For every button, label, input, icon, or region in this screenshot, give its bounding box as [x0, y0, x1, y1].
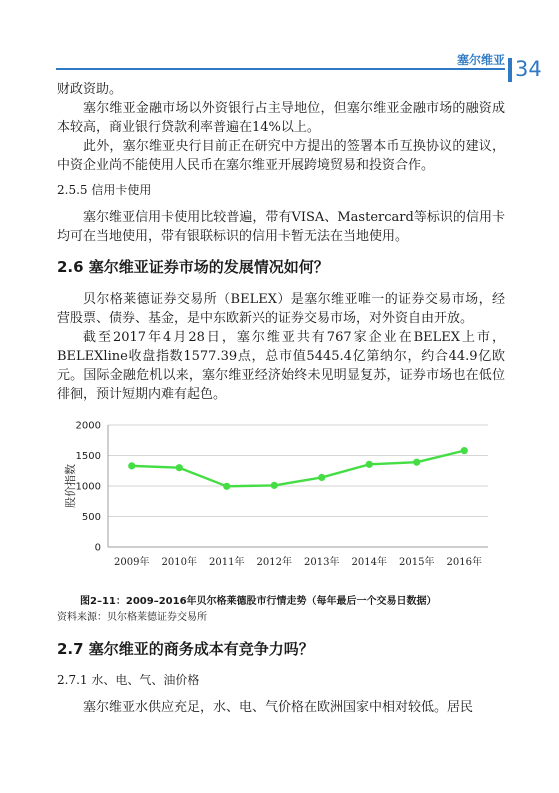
x-tick-label: 2015年: [399, 557, 435, 568]
data-point: [413, 459, 420, 466]
section-heading-2-6: 2.6 塞尔维亚证券市场的发展情况如何？: [57, 258, 329, 276]
paragraph-6: 塞尔维亚水供应充足，水、电、气价格在欧洲国家中相对较低。居民: [83, 700, 474, 715]
y-tick-label: 0: [94, 542, 101, 554]
paragraph-1: 塞尔维亚金融市场以外资银行占主导地位，但塞尔维亚金融市场的融资成本较高，商业银行贷款利率普遍在14%以上。: [57, 101, 505, 135]
page-number: 34: [515, 57, 542, 81]
paragraph-2: 此外，塞尔维亚央行目前正在研究中方提出的签署本币互换协议的建议，中资企业尚不能使用人民币在塞尔维亚开展跨境贸易和投资合作。: [57, 139, 505, 173]
paragraph-5: 截至2017年4月28日，塞尔维亚共有767家企业在BELEX上市，BELEXline收盘指数1577.39点，总市值5445.4亿第纳尔，约合44.9亿欧元。国际金融危机以来，塞尔维亚经济始终未见明显复苏，证券市场也在低位徘徊，预计短期内难有起色。: [57, 330, 505, 402]
data-point: [223, 483, 230, 490]
x-tick-label: 2011年: [209, 557, 245, 568]
data-point: [318, 474, 325, 481]
data-point: [366, 461, 373, 468]
figure-caption: 图2–11：2009–2016年贝尔格莱德股市行情走势（每年最后一个交易日数据）: [80, 596, 437, 607]
data-point: [176, 464, 183, 471]
page-number-bar: [508, 58, 512, 82]
x-tick-label: 2014年: [351, 557, 387, 568]
data-point: [128, 462, 135, 469]
y-tick-label: 1000: [75, 481, 101, 493]
x-tick-label: 2016年: [446, 557, 482, 568]
y-tick-label: 500: [81, 512, 101, 523]
data-point: [271, 482, 278, 489]
data-point: [461, 447, 468, 454]
x-tick-label: 2010年: [161, 557, 197, 568]
paragraph-4: 贝尔格莱德证券交易所（BELEX）是塞尔维亚唯一的证券交易市场，经营股票、债券、基金，是中东欧新兴的证券交易市场，对外资自由开放。: [57, 292, 505, 326]
section-heading-2-7: 2.7 塞尔维亚的商务成本有竞争力吗？: [57, 640, 314, 658]
x-tick-label: 2013年: [304, 557, 340, 568]
paragraph-3: 塞尔维亚信用卡使用比较普遍，带有VISA、Mastercard等标识的信用卡均可在当地使用，带有银联标识的信用卡暂无法在当地使用。: [57, 210, 505, 244]
y-tick-label: 1500: [75, 451, 101, 462]
y-tick-label: 2000: [75, 420, 101, 432]
header-title: 塞尔维亚: [456, 53, 505, 67]
paragraph-0: 财政资助。: [57, 82, 123, 97]
subsection-heading-2-7-1: 2.7.1 水、电、气、油价格: [57, 673, 200, 687]
figure-source: 资料来源：贝尔格莱德证券交易所: [57, 612, 207, 623]
x-tick-label: 2009年: [114, 557, 150, 568]
stock-index-line-chart: [60, 415, 500, 580]
subsection-heading-2-5-5: 2.5.5 信用卡使用: [57, 183, 152, 197]
y-axis-label: 股价指数: [64, 464, 77, 508]
header-rule: [56, 68, 505, 70]
x-tick-label: 2012年: [256, 557, 292, 568]
